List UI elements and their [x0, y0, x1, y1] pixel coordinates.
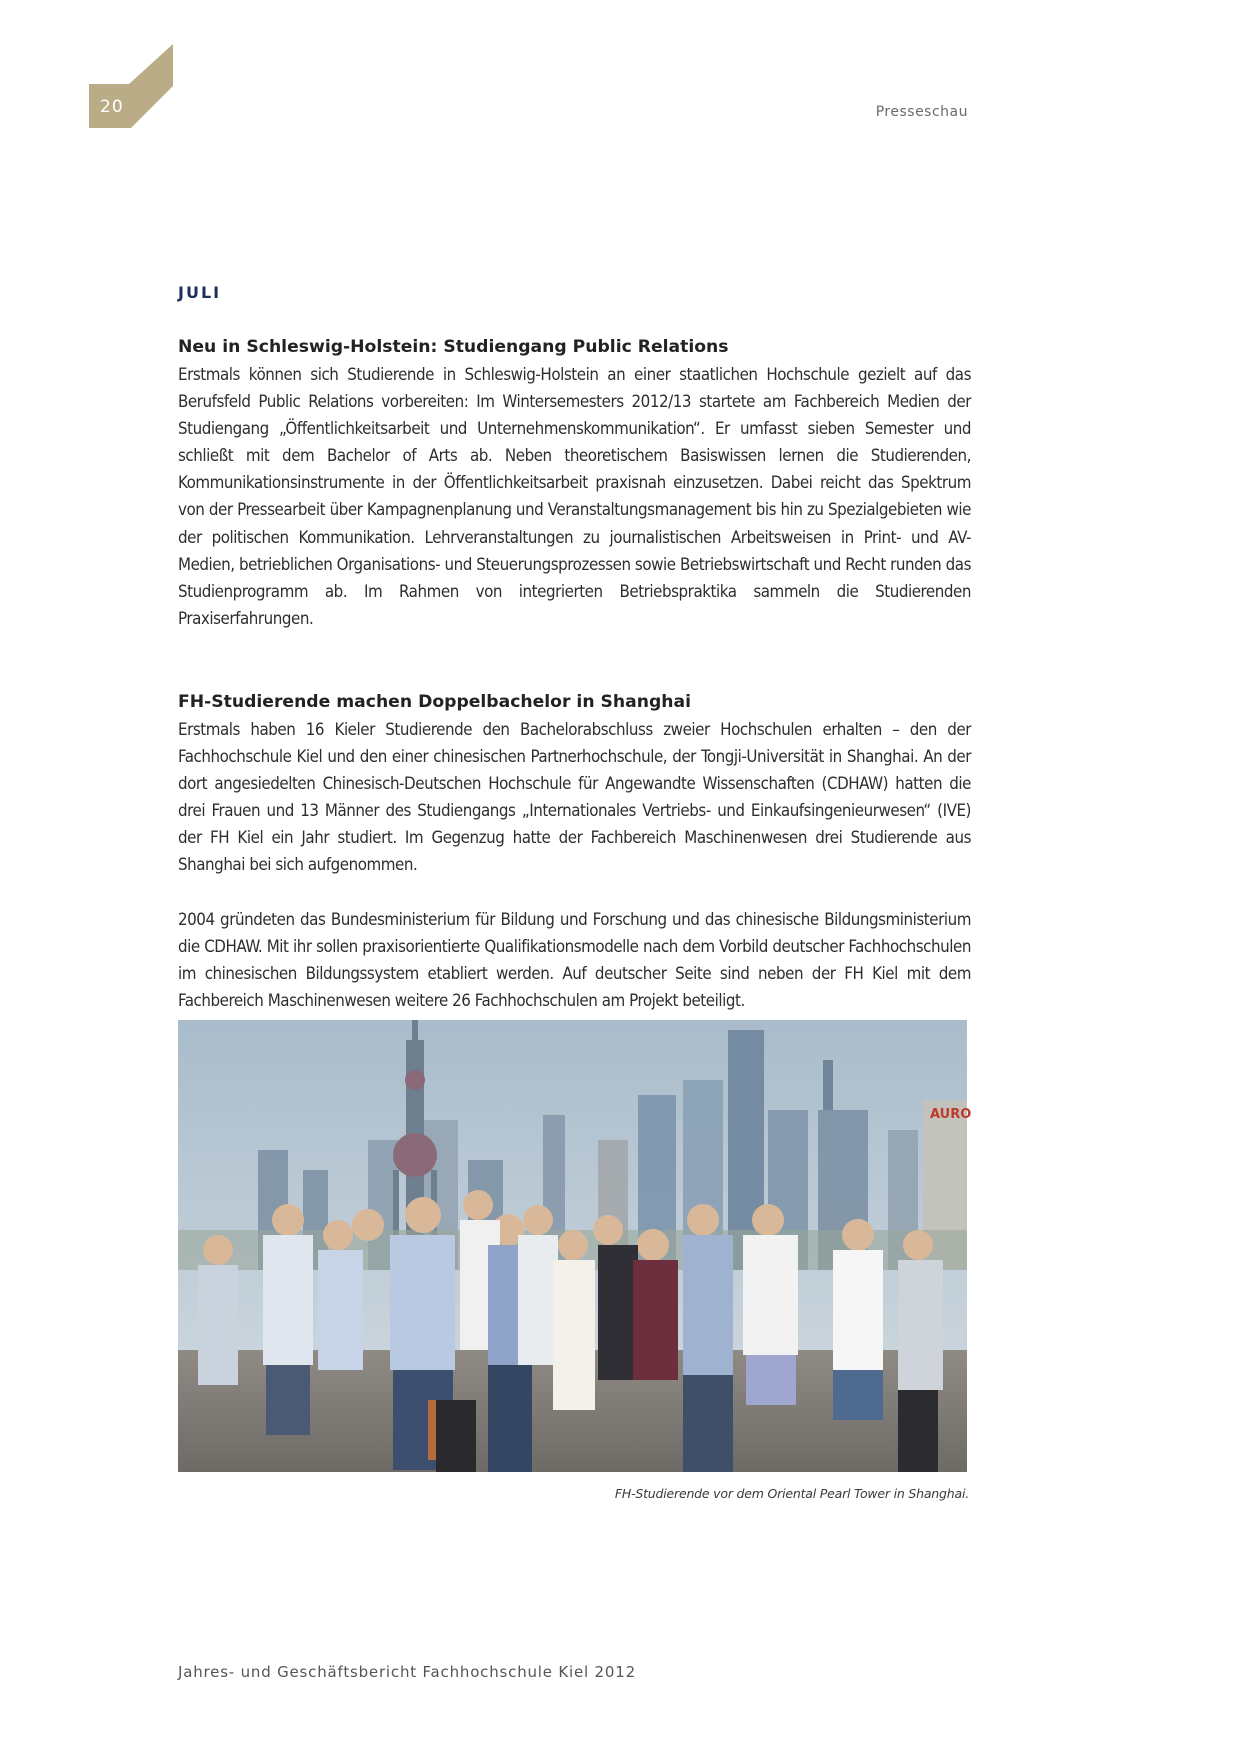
svg-text:AURO: AURO [930, 1107, 972, 1122]
article-title: FH-Studierende machen Doppelbachelor in Shanghai [178, 692, 692, 712]
month-heading: JULI [178, 283, 222, 302]
article-title: Neu in Schleswig-Holstein: Studiengang Public Relations [178, 337, 729, 357]
footer-publication-title: Jahres- und Geschäftsbericht Fachhochschule Kiel 2012 [178, 1663, 636, 1681]
page-number: 20 [100, 97, 124, 117]
article-paragraph: Erstmals können sich Studierende in Schleswig-Holstein an einer staatlichen Hochschule gezielt auf das Berufsfeld Public Relations vorbereiten: Im Wintersemesters 2012/13 startete am Fachbereich Medien der Studiengang „Öffentlichkeitsarbeit und Unternehmenskommunikation“. Er umfasst sieben Semester und schließt mit dem Bachelor of Arts ab. Neben theoretischem Basiswissen lernen die Studierenden, Kommunikationsinstrumente in der Öffentlichkeitsarbeit praxisnah einzusetzen. Dabei reicht das Spektrum von der Pressearbeit über Kampagnenplanung und Veranstaltungsmanagement bis hin zu Spezialgebieten wie der politischen Kommunikation. Lehrveranstaltungen zu journalistischen Arbeitsweisen in Print- und AV-Medien, betrieblichen Organisations- und Steuerungsprozessen sowie Betriebswirtschaft und Recht runden das Studienprogramm ab. Im Rahmen von integrierten Betriebspraktika sammeln die Studierenden Praxiserfahrungen. [178, 364, 971, 628]
section-header: Presseschau [875, 104, 968, 120]
article-doppelbachelor [178, 689, 971, 1014]
article-paragraph: Erstmals haben 16 Kieler Studierende den Bachelorabschluss zweier Hochschulen erhalten – den der Fachhochschule Kiel und den einer chinesischen Partnerhochschule, der Tongji-Universität in Shanghai. An der dort angesiedelten Chinesisch-Deutschen Hochschule für Angewandte Wissenschaften (CDHAW) hatten die drei Frauen und 13 Männer des Studiengangs „Internationales Vertriebs- und Einkaufsingenieurwesen“ (IVE) der FH Kiel ein Jahr studiert. Im Gegenzug hatte der Fachbereich Maschinenwesen drei Studierende aus Shanghai bei sich aufgenommen. [178, 719, 971, 875]
photo-caption: FH-Studierende vor dem Oriental Pearl Tower in Shanghai. [614, 1486, 969, 1501]
article-paragraph: 2004 gründeten das Bundesministerium für Bildung und Forschung und das chinesische Bildungsministerium die CDHAW. Mit ihr sollen praxisorientierte Qualifikationsmodelle nach dem Vorbild deutscher Fachhochschulen im chinesischen Bildungssystem etabliert werden. Auf deutscher Seite sind neben der FH Kiel mit dem Fachbereich Maschinenwesen weitere 26 Fachhochschulen am Projekt beteiligt. [178, 908, 971, 1010]
group-photo-shanghai [178, 1020, 972, 1472]
article-public-relations [178, 334, 971, 632]
